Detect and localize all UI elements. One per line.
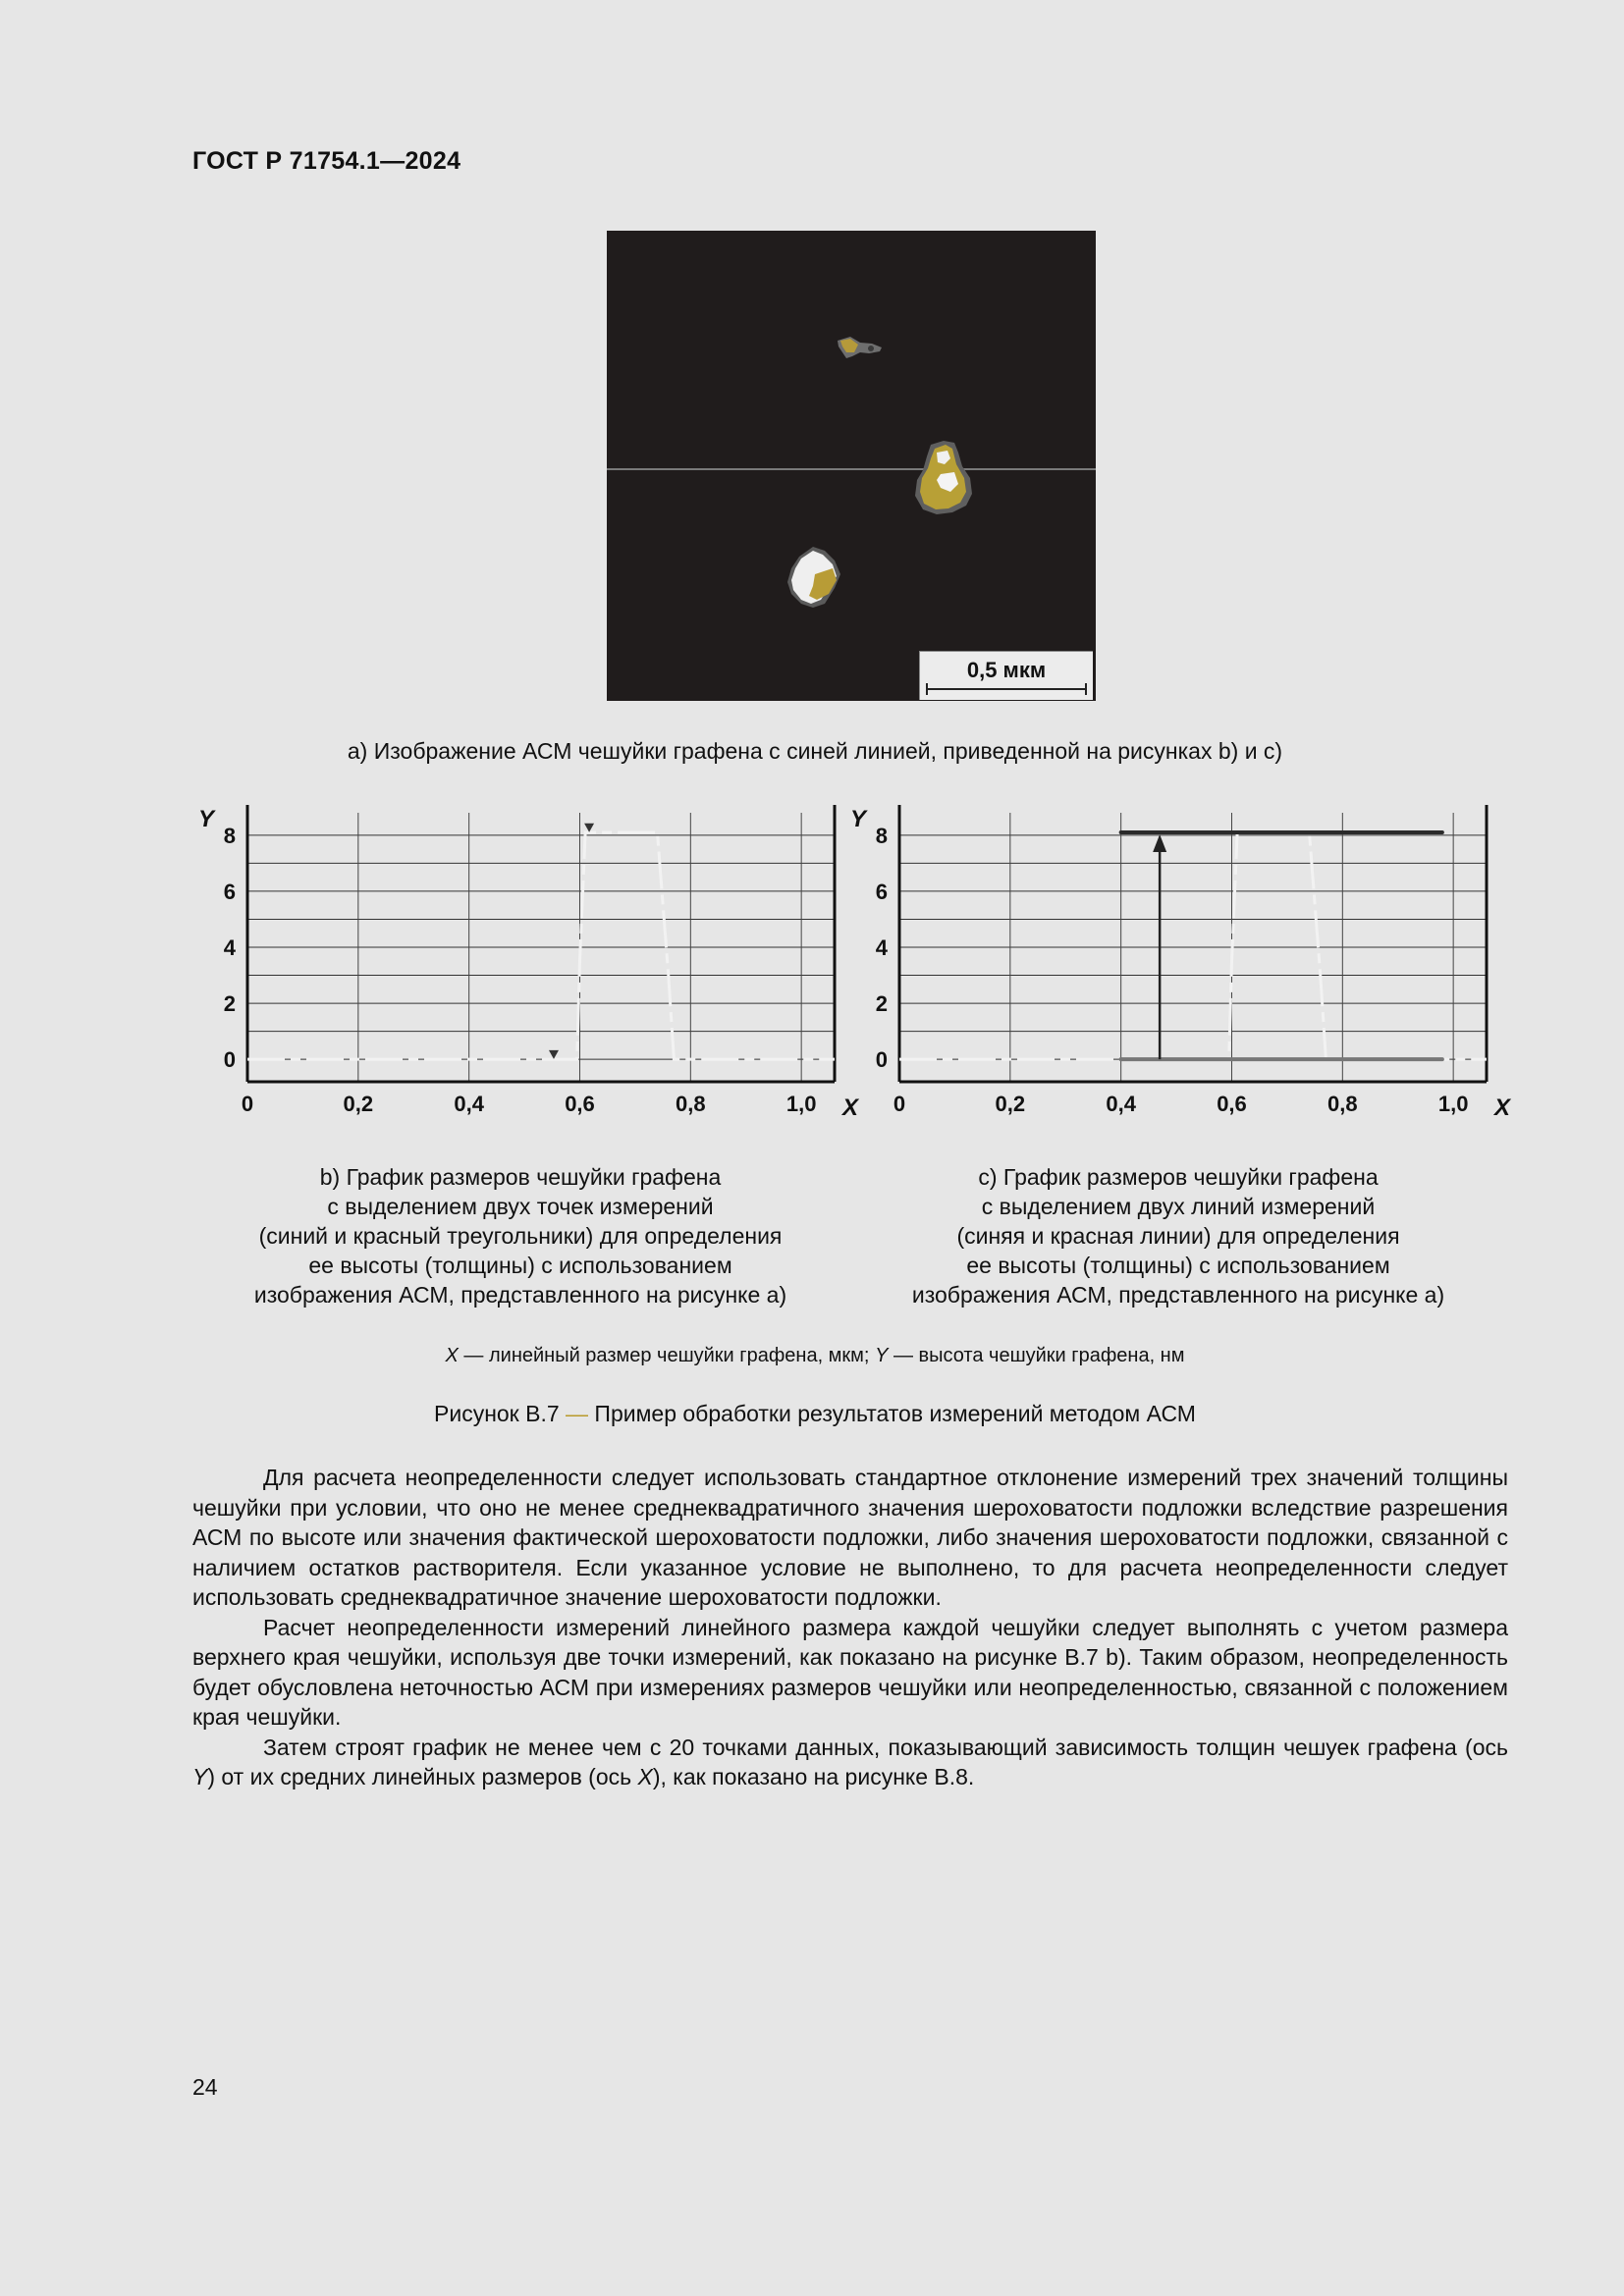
caption-c-line: с выделением двух линий измерений [981, 1194, 1376, 1219]
caption-c-line: (синяя и красная линии) для определения [956, 1223, 1400, 1249]
legend-y-text: — высота чешуйки графена, нм [888, 1345, 1185, 1366]
y-tick-label: 4 [875, 935, 888, 960]
x-tick-label: 0 [893, 1092, 906, 1116]
x-axis-label: X [1493, 1095, 1511, 1121]
y-axis-label: Y [849, 806, 867, 832]
scale-bar-label: 0,5 мкм [966, 658, 1047, 682]
x-tick-label: 0,6 [1217, 1092, 1247, 1116]
x-tick-label: 0 [241, 1092, 254, 1116]
legend-x-text: — линейный размер чешуйки графена, мкм; [458, 1345, 876, 1366]
y-axis-label: Y [197, 806, 215, 832]
afm-flake-lower [787, 547, 840, 608]
profile-line [899, 832, 1487, 1059]
scale-bar-line [926, 688, 1087, 690]
y-tick-label: 8 [875, 823, 888, 848]
legend-x-symbol: X [445, 1345, 459, 1366]
figure-number: Рисунок В.7 [434, 1401, 567, 1426]
figure-legend [196, 1345, 1434, 1367]
profile-line [247, 832, 835, 1059]
afm-image [607, 231, 1096, 701]
caption-c-line: изображения АСМ, представленного на рисунке а) [911, 1282, 1445, 1308]
y-tick-label: 0 [875, 1047, 888, 1073]
x-tick-label: 1,0 [1437, 1092, 1469, 1116]
thickness-arrow-head [1153, 834, 1166, 852]
chart-b [187, 795, 859, 1121]
caption-b-line: с выделением двух точек измерений [327, 1194, 714, 1219]
x-tick-label: 0,2 [343, 1092, 374, 1116]
x-tick-label: 0,4 [454, 1092, 484, 1116]
legend-y-symbol: Y [875, 1345, 889, 1366]
x-tick-label: 0,6 [565, 1092, 595, 1116]
y-axis-symbol: Y [192, 1764, 208, 1789]
caption-c-line: ее высоты (толщины) с использованием [966, 1253, 1390, 1278]
y-tick-label: 2 [223, 991, 236, 1017]
y-tick-label: 0 [223, 1047, 236, 1073]
caption-b-line: изображения АСМ, представленного на рисунке а) [253, 1282, 787, 1308]
caption-b-line: (синий и красный треугольники) для определения [258, 1223, 783, 1249]
afm-flake-small [838, 337, 882, 358]
document-header [192, 147, 460, 176]
caption-c [825, 1162, 1532, 1309]
chart-c [839, 795, 1511, 1121]
y-tick-label: 6 [223, 879, 236, 904]
paragraph: Затем строят график не менее чем с 20 точками данных, показывающий зависимость толщин чешуек графена (ось Y) от их средних линейных размеров (ось X), как показано на рисунке В.8. [192, 1734, 1508, 1789]
measurement-marker [584, 824, 594, 832]
afm-image-drawing [607, 231, 1096, 701]
paragraph: Для расчета неопределенности следует использовать стандартное отклонение измерений трех значений толщины чешуйки при условии, что оно не менее среднеквадратичного значения шероховатости подложки вследствие разрешения АСМ по высоте или значения фактической шероховатости подложки, либо значения шероховатости подложки, связанной с наличием остатков растворителя. Если указанное условие не выполнено, то для расчета неопределенности следует использовать среднеквадратичное значение шероховатости подложки. [192, 1465, 1508, 1610]
figure-title [196, 1401, 1434, 1427]
caption-a: а) Изображение АСМ чешуйки графена с синей линией, приведенной на рисунках b) и с) [347, 738, 1283, 764]
x-tick-label: 0,8 [676, 1092, 706, 1116]
x-tick-label: 0,4 [1106, 1092, 1136, 1116]
y-tick-label: 4 [223, 935, 236, 960]
y-tick-label: 8 [223, 823, 236, 848]
doc-id: ГОСТ Р 71754.1 [192, 147, 381, 175]
caption-b [167, 1162, 874, 1309]
figure-title-dash: — [566, 1401, 589, 1426]
page-number: 24 [192, 2074, 218, 2100]
x-axis-label: X [841, 1095, 859, 1121]
y-tick-label: 2 [875, 991, 888, 1017]
x-tick-label: 0,2 [995, 1092, 1026, 1116]
header-dash: — [380, 147, 406, 175]
caption-b-line: ее высоты (толщины) с использованием [308, 1253, 732, 1278]
paragraph: Расчет неопределенности измерений линейного размера каждой чешуйки следует выполнять с учетом размера верхнего края чешуйки, используя две точки измерений, как показано на рисунке В.7 b). Таким образом, неопределенность будет обусловлена неточностью АСМ при измерениях размеров чешуйки или неопределенностью, связанной с положением края чешуйки. [192, 1614, 1508, 1730]
caption-c-line: с) График размеров чешуйки графена [978, 1164, 1379, 1190]
afm-flake-large [915, 441, 972, 514]
measurement-marker [549, 1050, 559, 1059]
body-text [192, 1463, 1508, 1792]
scale-bar [919, 651, 1093, 700]
x-tick-label: 0,8 [1327, 1092, 1358, 1116]
figure-title-text: Пример обработки результатов измерений методом АСМ [588, 1401, 1196, 1426]
x-axis-symbol: X [637, 1764, 653, 1789]
doc-year: 2024 [405, 147, 461, 175]
y-tick-label: 6 [875, 879, 888, 904]
x-tick-label: 1,0 [785, 1092, 817, 1116]
caption-b-line: b) График размеров чешуйки графена [319, 1164, 722, 1190]
